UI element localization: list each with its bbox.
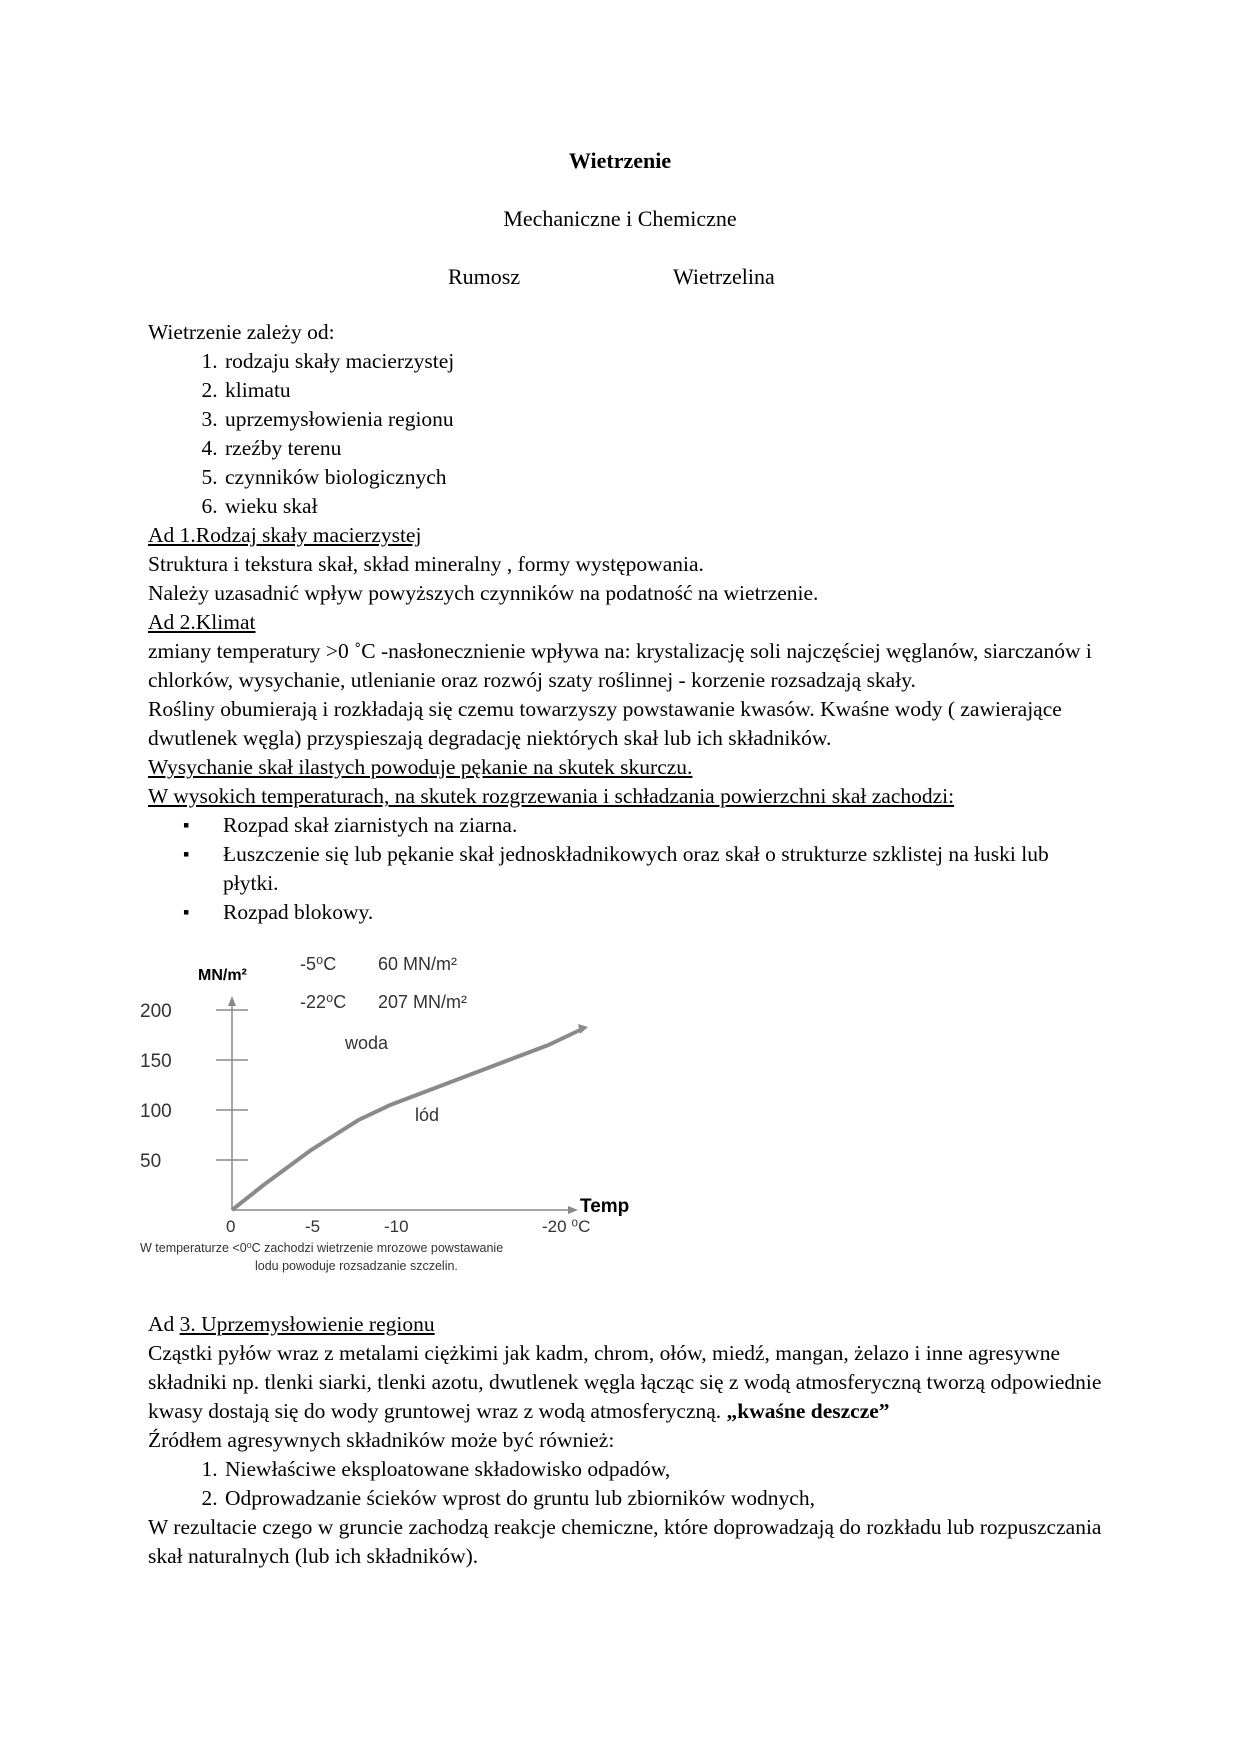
ad3-heading <box>148 1310 1108 1339</box>
intro-text: Wietrzenie zależy od: <box>148 320 335 344</box>
ad2-underline2: W wysokich temperaturach, na skutek rozgrzewania i schładzania powierzchni skał zachodzi: <box>148 784 955 808</box>
list-item: 5. czynników biologicznych <box>223 463 1108 492</box>
series-arrow-icon <box>578 1024 588 1034</box>
ad2-para1: zmiany temperatury >0 ˚C -nasłonecznienie wpływa na: krystalizację soli najczęściej węglanów, siarczanów i chlorków, wysychanie, utlenianie oraz rozwój szaty roślinnej - korzenie rozsadzają skały. <box>148 639 1092 692</box>
series-line <box>232 1030 580 1210</box>
list-item: 3. uprzemysłowienia regionu <box>223 405 1108 434</box>
list-item: 4. rzeźby terenu <box>223 434 1108 463</box>
section-factors-and-climate <box>148 318 1108 927</box>
list-item: 2. Odprowadzanie ścieków wprost do gruntu lub zbiorników wodnych, <box>223 1484 1108 1513</box>
ad3-para2: Źródłem agresywnych składników może być również: <box>148 1428 615 1452</box>
ad3-para1-bold: „kwaśne deszcze” <box>726 1399 890 1423</box>
legend-value-2: 207 MN/m² <box>378 992 468 1012</box>
ad3-para1-text: Cząstki pyłów wraz z metalami ciężkimi jak kadm, chrom, ołów, miedź, mangan, żelazo i inne agresywne składniki np. tlenki siarki, tlenki azotu, dwutlenek węgla łącząc się z wodą atmosferyczną tworzą odpowiednie kwasy dostają się do wody gruntowej wraz z wodą atmosferyczną. <box>148 1341 1102 1423</box>
y-axis-label: MN/m² <box>198 967 247 984</box>
ad3-list <box>148 1455 1108 1513</box>
ad1-line2: Należy uzasadnić wpływ powyższych czynników na podatność na wietrzenie. <box>148 581 819 605</box>
ad2-bullets <box>148 811 1108 927</box>
ad2-heading: Ad 2.Klimat <box>148 610 256 634</box>
x-tick-label: -5 <box>305 1217 321 1236</box>
x-tick-label: -20 ⁰C <box>542 1217 591 1236</box>
x-axis-arrow-icon <box>568 1206 578 1214</box>
chart-caption-line2: lodu powoduje rozsadzanie szczelin. <box>255 1259 458 1273</box>
legend-temp-1: -5⁰C <box>300 954 337 974</box>
ad3-heading-rest: 3. Uprzemysłowienie regionu <box>179 1312 435 1336</box>
list-item: 6. wieku skał <box>223 492 1108 521</box>
ad2-para2: Rośliny obumierają i rozkładają się czemu towarzyszy powstawanie kwasów. Kwaśne wody ( zawierające dwutlenek węgla) przyspieszają degradację niektórych skał lub ich składników. <box>148 697 1062 750</box>
list-item: ▪ Łuszczenie się lub pękanie skał jednoskładnikowych oraz skał o strukturze szklistej na łuski lub płytki. <box>223 840 1108 898</box>
term-wietrzelina: Wietrzelina <box>673 264 775 289</box>
list-item: ▪ Rozpad blokowy. <box>223 898 1108 927</box>
ad3-heading-prefix: Ad <box>148 1312 180 1336</box>
y-tick-label: 100 <box>140 1101 172 1122</box>
document-title: Wietrzenie <box>568 148 672 173</box>
ad1-line1: Struktura i tekstura skał, skład mineralny , formy występowania. <box>148 552 704 576</box>
legend-value-1: 60 MN/m² <box>378 954 458 974</box>
x-ticks <box>226 1217 590 1236</box>
chart-axes <box>228 996 578 1214</box>
list-item: 1. Niewłaściwe eksploatowane składowisko odpadów, <box>223 1455 1108 1484</box>
annotation-lod: lód <box>415 1105 440 1125</box>
stress-temperature-chart <box>140 950 660 1280</box>
ad3-para1 <box>148 1339 1108 1426</box>
legend-temp-2: -22⁰C <box>300 992 347 1012</box>
list-item: 2. klimatu <box>223 376 1108 405</box>
document-subtitle: Mechaniczne i Chemiczne <box>503 206 737 231</box>
list-item: ▪ Rozpad skał ziarnistych na ziarna. <box>223 811 1108 840</box>
ad2-underline1: Wysychanie skał ilastych powoduje pękanie na skutek skurczu. <box>148 755 693 779</box>
ad3-para3: W rezultacie czego w gruncie zachodzą reakcje chemiczne, które doprowadzają do rozkładu lub rozpuszczania skał naturalnych (lub ich składników). <box>148 1515 1102 1568</box>
ad1-heading: Ad 1.Rodzaj skały macierzystej <box>148 523 422 547</box>
section-industrialization <box>148 1310 1108 1571</box>
y-tick-label: 150 <box>140 1051 172 1072</box>
x-axis-label: Temp <box>580 1196 630 1217</box>
chart-caption-line1: W temperaturze <0⁰C zachodzi wietrzenie mrozowe powstawanie <box>140 1241 504 1255</box>
term-rumosz: Rumosz <box>448 264 521 289</box>
y-tick-label: 200 <box>140 1001 172 1022</box>
list-item: 1. rodzaju skały macierzystej <box>223 347 1108 376</box>
y-axis-arrow-icon <box>228 996 236 1006</box>
annotation-woda: woda <box>345 1033 389 1053</box>
x-tick-label: -10 <box>384 1217 409 1236</box>
factors-list <box>148 347 1108 521</box>
x-tick-label: 0 <box>226 1217 236 1236</box>
y-tick-label: 50 <box>140 1151 162 1172</box>
